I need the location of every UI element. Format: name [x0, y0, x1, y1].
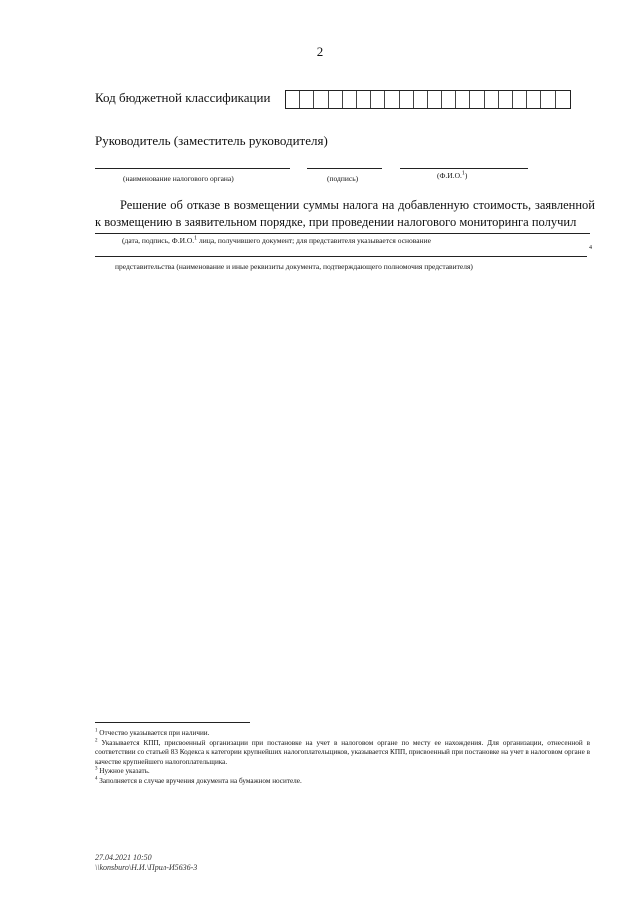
print-stamp — [95, 853, 197, 873]
kbk-digit-cell[interactable] — [428, 91, 442, 108]
kbk-digit-cell[interactable] — [385, 91, 399, 108]
kbk-digit-cell[interactable] — [300, 91, 314, 108]
kbk-digit-cell[interactable] — [499, 91, 513, 108]
kbk-digit-cell[interactable] — [329, 91, 343, 108]
kbk-digit-cell[interactable] — [556, 91, 570, 108]
caption-tax-authority: (наименование налогового органа) — [123, 174, 234, 183]
kbk-digit-cell[interactable] — [485, 91, 499, 108]
kbk-digit-cell[interactable] — [357, 91, 371, 108]
kbk-digit-cell[interactable] — [442, 91, 456, 108]
kbk-digit-cell[interactable] — [541, 91, 555, 108]
kbk-label: Код бюджетной классификации — [95, 90, 271, 105]
caption-recipient: (дата, подпись, Ф.И.О.$^1$ лица, получившего документ; для представителя указывается основание — [122, 235, 431, 245]
footnote-3: $^3$ Нужное указать. — [95, 766, 150, 776]
kbk-digit-cell[interactable] — [371, 91, 385, 108]
kbk-digit-cell[interactable] — [343, 91, 357, 108]
kbk-digit-cell[interactable] — [286, 91, 300, 108]
tax-authority-line[interactable] — [95, 168, 290, 169]
kbk-code-field[interactable] — [285, 90, 571, 109]
caption-signature: (подпись) — [327, 174, 359, 183]
caption-fio: (Ф.И.О.$^1$) — [437, 170, 468, 180]
kbk-digit-cell[interactable] — [414, 91, 428, 108]
footnote-separator — [95, 722, 250, 723]
kbk-digit-cell[interactable] — [513, 91, 527, 108]
signature-line[interactable] — [307, 168, 382, 169]
footnotes — [95, 729, 590, 787]
kbk-digit-cell[interactable] — [400, 91, 414, 108]
caption-representative: представительства (наименование и иные реквизиты документа, подтверждающего полномочия представителя) — [115, 262, 473, 271]
kbk-digit-cell[interactable] — [527, 91, 541, 108]
head-label: Руководитель (заместитель руководителя) — [95, 133, 328, 148]
decision-received-text: Решение об отказе в возмещении суммы налога на добавленную стоимость, заявленной к возмещению в заявительном порядке, при проведении налогового мониторинга получил — [95, 198, 595, 229]
stamp-datetime: 27.04.2021 10:50 — [95, 853, 152, 862]
kbk-digit-cell[interactable] — [456, 91, 470, 108]
footnote-ref-4: 4 — [589, 245, 592, 251]
footnote-2: $^2$ Указывается КПП, присвоенный организации при постановке на учет в налоговом органе по месту ее нахождения. Для организации, отнесенной в соответствии со статьей 83 Кодекса к категории крупнейших налогоплательщиков, указывается КПП, присвоенный при постановке на учет в налоговом органе в качестве крупнейшего налогоплательщика. — [95, 738, 590, 766]
representative-line[interactable] — [95, 256, 587, 257]
stamp-file-path: \\konsburo\Н.И.\Прил-И5636-3 — [95, 863, 198, 872]
kbk-digit-cell[interactable] — [314, 91, 328, 108]
kbk-digit-cell[interactable] — [470, 91, 484, 108]
recipient-line[interactable] — [95, 233, 590, 234]
footnote-4: $^4$ Заполняется в случае вручения документа на бумажном носителе. — [95, 776, 302, 785]
footnote-1: $^1$ Отчество указывается при наличии. — [95, 728, 210, 737]
page-number: 2 — [316, 44, 324, 59]
fio-line[interactable] — [400, 168, 528, 169]
